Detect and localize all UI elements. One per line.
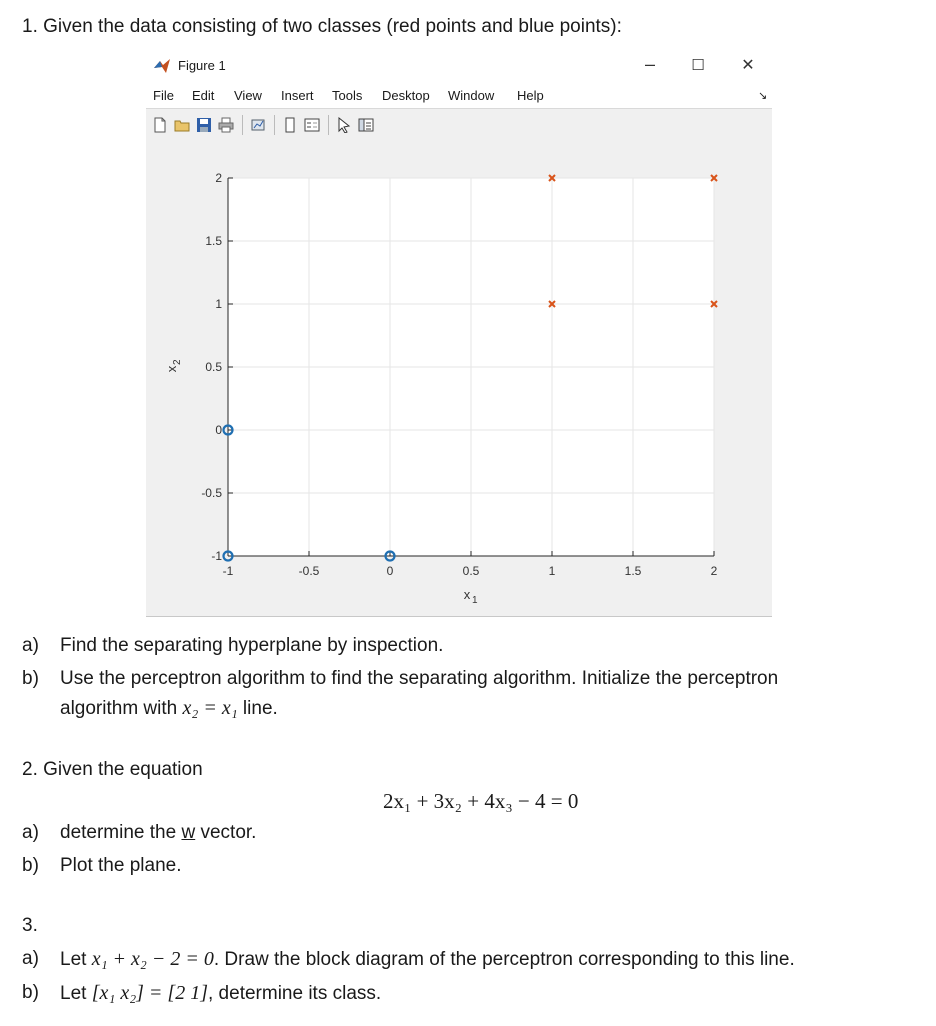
q2-text: Given the equation <box>43 759 203 780</box>
y-axis-label-group <box>164 359 183 372</box>
q1-b-text-2a: algorithm with <box>60 698 183 719</box>
figure-title: Figure 1 <box>178 58 226 73</box>
q1-number: 1. <box>22 16 38 37</box>
q3-part-a-label: a) <box>22 948 39 969</box>
menu-edit[interactable]: Edit <box>192 88 215 103</box>
y-tick-label: 0.5 <box>205 360 222 374</box>
q2-part-b-text: Plot the plane. <box>60 855 182 876</box>
x-tick-label: 1 <box>548 564 556 578</box>
menu-desktop[interactable]: Desktop <box>382 88 430 103</box>
y-tick-label: -0.5 <box>201 486 222 500</box>
colorbar-icon[interactable] <box>282 117 298 133</box>
x-tick-label: -1 <box>222 564 234 578</box>
menu-tools[interactable]: Tools <box>332 88 363 103</box>
y-tick-label: 2 <box>215 171 222 185</box>
q2-equation: 2x₁ + 3x₂ + 4x₃ − 4 = 0 <box>383 789 579 813</box>
q1-b-label: b) <box>22 668 39 689</box>
maximize-icon[interactable]: ☐ <box>691 57 705 74</box>
q1-part-a-text: Find the separating hyperplane by inspection. <box>60 635 444 656</box>
x-axis-label-subscript: 1 <box>472 595 478 606</box>
toolbar-separator <box>242 115 243 135</box>
y-tick-label: 1.5 <box>205 234 222 248</box>
menu-window[interactable]: Window <box>448 88 495 103</box>
q1-b-text-2b: line. <box>237 698 278 719</box>
y-tick-label: -1 <box>211 549 222 563</box>
plot-area <box>146 141 772 616</box>
matlab-logo-icon <box>154 59 170 73</box>
q3-part-b-text <box>60 981 381 1006</box>
q1-part-a <box>22 634 39 658</box>
toolbar-chevron-icon[interactable]: ↘ <box>758 90 768 102</box>
menu-file[interactable]: File <box>153 88 174 103</box>
new-figure-icon[interactable] <box>152 117 168 133</box>
toolbar-separator <box>328 115 329 135</box>
figure-menubar <box>146 82 772 108</box>
q2-heading <box>22 758 203 782</box>
y-tick-label: 1 <box>215 297 222 311</box>
link-plot-icon[interactable] <box>250 117 266 133</box>
y-tick-label: 0 <box>215 423 222 437</box>
q2-part-a-label: a) <box>22 822 39 843</box>
y-axis-label: x <box>164 365 179 373</box>
x-axis-label: x <box>463 587 471 602</box>
x-tick-label: -0.5 <box>298 564 320 578</box>
figure-window <box>146 50 772 617</box>
menu-insert[interactable]: Insert <box>281 88 314 103</box>
open-file-icon[interactable] <box>174 117 190 133</box>
q1-heading <box>22 15 622 39</box>
pointer-icon[interactable] <box>336 117 352 133</box>
q3-b-text-1: Let <box>60 983 92 1004</box>
q3-part-b-label: b) <box>22 982 39 1003</box>
q3-part-a-text <box>60 947 795 972</box>
x-tick-label: 0.5 <box>462 564 480 578</box>
print-icon[interactable] <box>218 117 234 133</box>
q2-a-text-2: vector. <box>195 822 257 843</box>
property-editor-icon[interactable] <box>358 117 374 133</box>
q3-a-equation: x₁ + x₂ − 2 = 0 <box>91 948 214 970</box>
q3-a-text-1: Let <box>60 949 92 970</box>
q3-number: 3. <box>22 915 38 936</box>
q3-a-text-2: . Draw the block diagram of the perceptron corresponding to this line. <box>213 949 795 970</box>
close-icon[interactable]: ✕ <box>741 57 755 74</box>
init-line-equation: x₂ = x₁ <box>182 697 238 719</box>
save-icon[interactable] <box>196 117 212 133</box>
y-axis-label-subscript: 2 <box>172 359 183 365</box>
q2-part-a-text <box>60 821 256 845</box>
q1-part-b <box>22 667 39 691</box>
q1-text: Given the data consisting of two classes (red points and blue points): <box>43 16 622 37</box>
x-tick-label: 1.5 <box>624 564 642 578</box>
w-vector-symbol: w <box>181 822 196 843</box>
q2-number: 2. <box>22 759 38 780</box>
menu-help[interactable]: Help <box>517 88 544 103</box>
menu-view[interactable]: View <box>234 88 262 103</box>
figure-titlebar <box>146 50 772 82</box>
x-tick-label: 0 <box>386 564 394 578</box>
legend-icon[interactable] <box>304 117 320 133</box>
q1-part-b-text-1: Use the perceptron algorithm to find the separating algorithm. Initialize the perceptron <box>60 668 779 689</box>
q3-b-vector: [x₁ x₂] = [2 1] <box>91 982 208 1004</box>
toolbar-separator <box>274 115 275 135</box>
x-tick-label: 2 <box>710 564 718 578</box>
q3-b-text-2: , determine its class. <box>208 983 382 1004</box>
scatter-plot[interactable] <box>146 141 772 616</box>
minimize-icon[interactable]: – <box>644 54 655 74</box>
q1-part-b-text-2 <box>60 696 278 721</box>
q2-part-b-label: b) <box>22 855 39 876</box>
q2-a-text-1: determine the <box>60 822 182 843</box>
q1-a-label: a) <box>22 635 39 656</box>
figure-toolbar <box>146 108 772 142</box>
